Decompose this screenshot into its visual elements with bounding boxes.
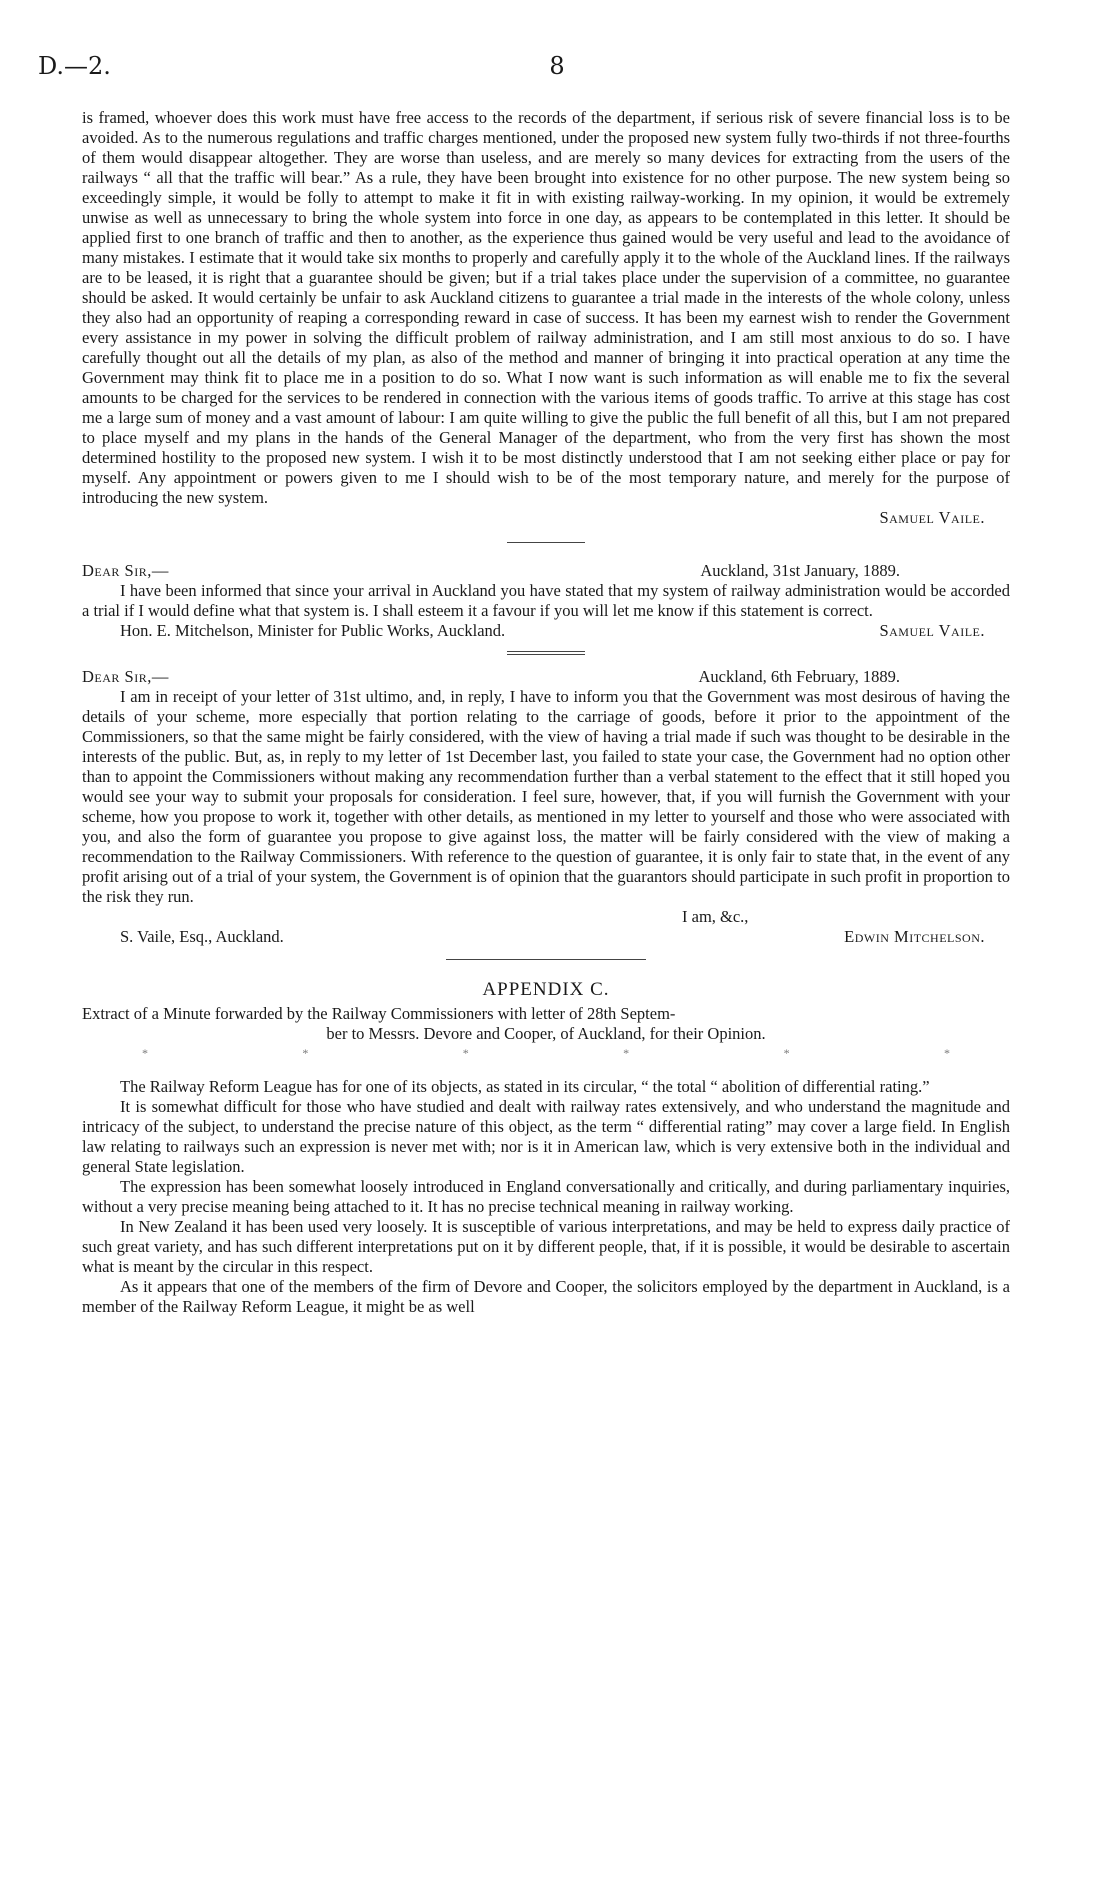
page-header bbox=[38, 52, 1076, 92]
document-reference: D.—2. bbox=[38, 52, 111, 80]
page-content bbox=[82, 108, 1010, 1317]
letter-2-place-date: Auckland, 6th February, 1889. bbox=[698, 667, 900, 686]
appendix-paragraph: In New Zealand it has been used very loosely. It is susceptible of various interpretations, and may be held to express daily practice of such great variety, and has such different interpretations put on it by different people, that, if it is possible, it would be desirable to ascertain what is meant by the circular in this respect. bbox=[82, 1217, 1010, 1276]
letter-2-closing-row bbox=[82, 907, 1010, 927]
letter-1-place-date: Auckland, 31st January, 1889. bbox=[700, 561, 900, 580]
appendix-extract-line-1: Extract of a Minute forwarded by the Railway Commissioners with letter of 28th Septem- bbox=[82, 1004, 676, 1023]
letter-2-signature: Edwin Mitchelson. bbox=[844, 927, 985, 946]
letter-2-body: I am in receipt of your letter of 31st ultimo, and, in reply, I have to inform you that the Government was most desirous of having the details of your scheme, more especially that portion relating to the carriage of goods, before it prior to the appointment of the Commissioners, so that the same might be fairly considered, with the view of having a trial made if such was thought to be desirable in the interests of the public. But, as, in reply to my letter of 1st December last, you failed to state your case, the Government had no option other than to appoint the Commissioners without making any recommendation further than a verbal statement to the effect that it still hoped you would see your way to submit your proposals for consideration. I feel sure, however, that, if you will furnish the Government with your scheme, how you propose to work it, together with other details, as mentioned in my letter to yourself and those who were associated with you, and also the form of guarantee you propose to give against loss, the matter will be fairly considered with the view of making a recommendation to the Railway Commissioners. With reference to the question of guarantee, it is only fair to state that, in the event of any profit arising out of a trial of your system, the Government is of opinion that the guarantors should participate in such profit in proportion to the risk they run. bbox=[82, 687, 1010, 906]
star-mark: * bbox=[462, 1046, 469, 1060]
vaile-signature: Samuel Vaile. bbox=[879, 508, 985, 527]
star-mark: * bbox=[302, 1046, 309, 1060]
star-mark: * bbox=[623, 1046, 630, 1060]
star-mark: * bbox=[142, 1046, 148, 1060]
vaile-signature-row bbox=[82, 508, 1010, 528]
vaile-letter-text: is framed, whoever does this work must have free access to the records of the department, if serious risk of severe financial loss is to be avoided. As to the numerous regulations and traffic charges mentioned, under the proposed new system fully two-thirds if not three-fourths of them would disappear altogether. They are worse than useless, and are merely so many devices for extracting from the users of the railways “ all that the traffic will bear.” As a rule, they have been brought into existence for no other purpose. The new system being so exceedingly simple, it would be folly to attempt to make it fit in with existing railway-working. In my opinion, it would be extremely unwise as well as unnecessary to bring the whole system into force in one day, as appears to be contemplated in this letter. It should be applied first to one branch of traffic and then to another, as the experience thus gained would be very useful and lead to the avoidance of many mistakes. I estimate that it would take six months to properly and carefully apply it to the whole of the Auckland lines. If the railways are to be leased, it is right that a guarantee should be given; but if a trial takes place under the supervision of a committee, no guarantee should be asked. It would certainly be unfair to ask Auckland citizens to guarantee a trial made in the interests of the whole colony, unless they also had an opportunity of reaping a corresponding reward in case of success. It has been my earnest wish to render the Government every assistance in my power in solving the difficult problem of railway administration, and I am still most anxious to do so. I have carefully thought out all the details of my plan, as also of the method and manner of bringing it into practical operation at any time the Government may think fit to place me in a position to do so. What I now want is such information as will enable me to fix the several amounts to be charged for the services to be rendered in connection with the various items of goods traffic. To arrive at this stage has cost me a large sum of money and a vast amount of labour: I am quite willing to give the public the full benefit of all this, but I am not prepared to place myself and my plans in the hands of the General Manager of the department, who from the very first has shown the most determined hostility to the proposed new system. I wish it to be most distinctly understood that I am not seeking either place or pay for myself. Any appointment or powers given to me I should wish to be of the most temporary nature, and merely for the purpose of introducing the new system. bbox=[82, 108, 1010, 507]
appendix-divider bbox=[446, 959, 646, 960]
letter-1-salutation: Dear Sir,— bbox=[82, 561, 169, 580]
page-number: 8 bbox=[549, 52, 565, 80]
appendix-extract-line-2: ber to Messrs. Devore and Cooper, of Auckland, for their Opinion. bbox=[326, 1024, 766, 1043]
appendix-title: APPENDIX C. bbox=[482, 979, 610, 1000]
star-mark: * bbox=[783, 1046, 790, 1060]
section-divider-double bbox=[507, 651, 585, 655]
letter-1-footer bbox=[82, 621, 1010, 641]
letter-1-addressee: Hon. E. Mitchelson, Minister for Public Works, Auckland. bbox=[120, 621, 506, 640]
letter-2-closing: I am, &c., bbox=[682, 907, 749, 926]
section-divider bbox=[507, 542, 585, 543]
letter-2-addressee: S. Vaile, Esq., Auckland. bbox=[120, 927, 284, 946]
letter-2-heading bbox=[82, 667, 1010, 687]
letter-1-heading bbox=[82, 561, 1010, 581]
appendix-paragraph: The Railway Reform League has for one of its objects, as stated in its circular, “ the total “ abolition of differential rating.” bbox=[120, 1077, 930, 1096]
letter-1-signature: Samuel Vaile. bbox=[879, 621, 985, 640]
letter-2-salutation: Dear Sir,— bbox=[82, 667, 169, 686]
appendix-paragraph: The expression has been somewhat loosely introduced in England conversationally and critically, and during parliamentary inquiries, without a very precise meaning being attached to it. It has no precise technical meaning in railway working. bbox=[82, 1177, 1010, 1216]
letter-1-body: I have been informed that since your arrival in Auckland you have stated that my system of railway administration would be accorded a trial if I would define what that system is. I shall esteem it a favour if you will let me know if this statement is correct. bbox=[82, 581, 1010, 620]
appendix-paragraph: As it appears that one of the members of the firm of Devore and Cooper, the solicitors employed by the department in Auckland, is a member of the Railway Reform League, it might be as well bbox=[82, 1277, 1010, 1316]
letter-2-footer bbox=[82, 927, 1010, 947]
star-mark: * bbox=[943, 1046, 950, 1060]
ellipsis-stars bbox=[82, 1044, 1010, 1077]
appendix-paragraph: It is somewhat difficult for those who have studied and dealt with railway rates extensively, and who understand the magnitude and intricacy of the subject, to understand the precise nature of this object, as the term “ differential rating” may cover a large field. In English law relating to railways such an expression is never met with; nor is it in American law, which is very extensive both in the individual and general State legislation. bbox=[82, 1097, 1010, 1176]
